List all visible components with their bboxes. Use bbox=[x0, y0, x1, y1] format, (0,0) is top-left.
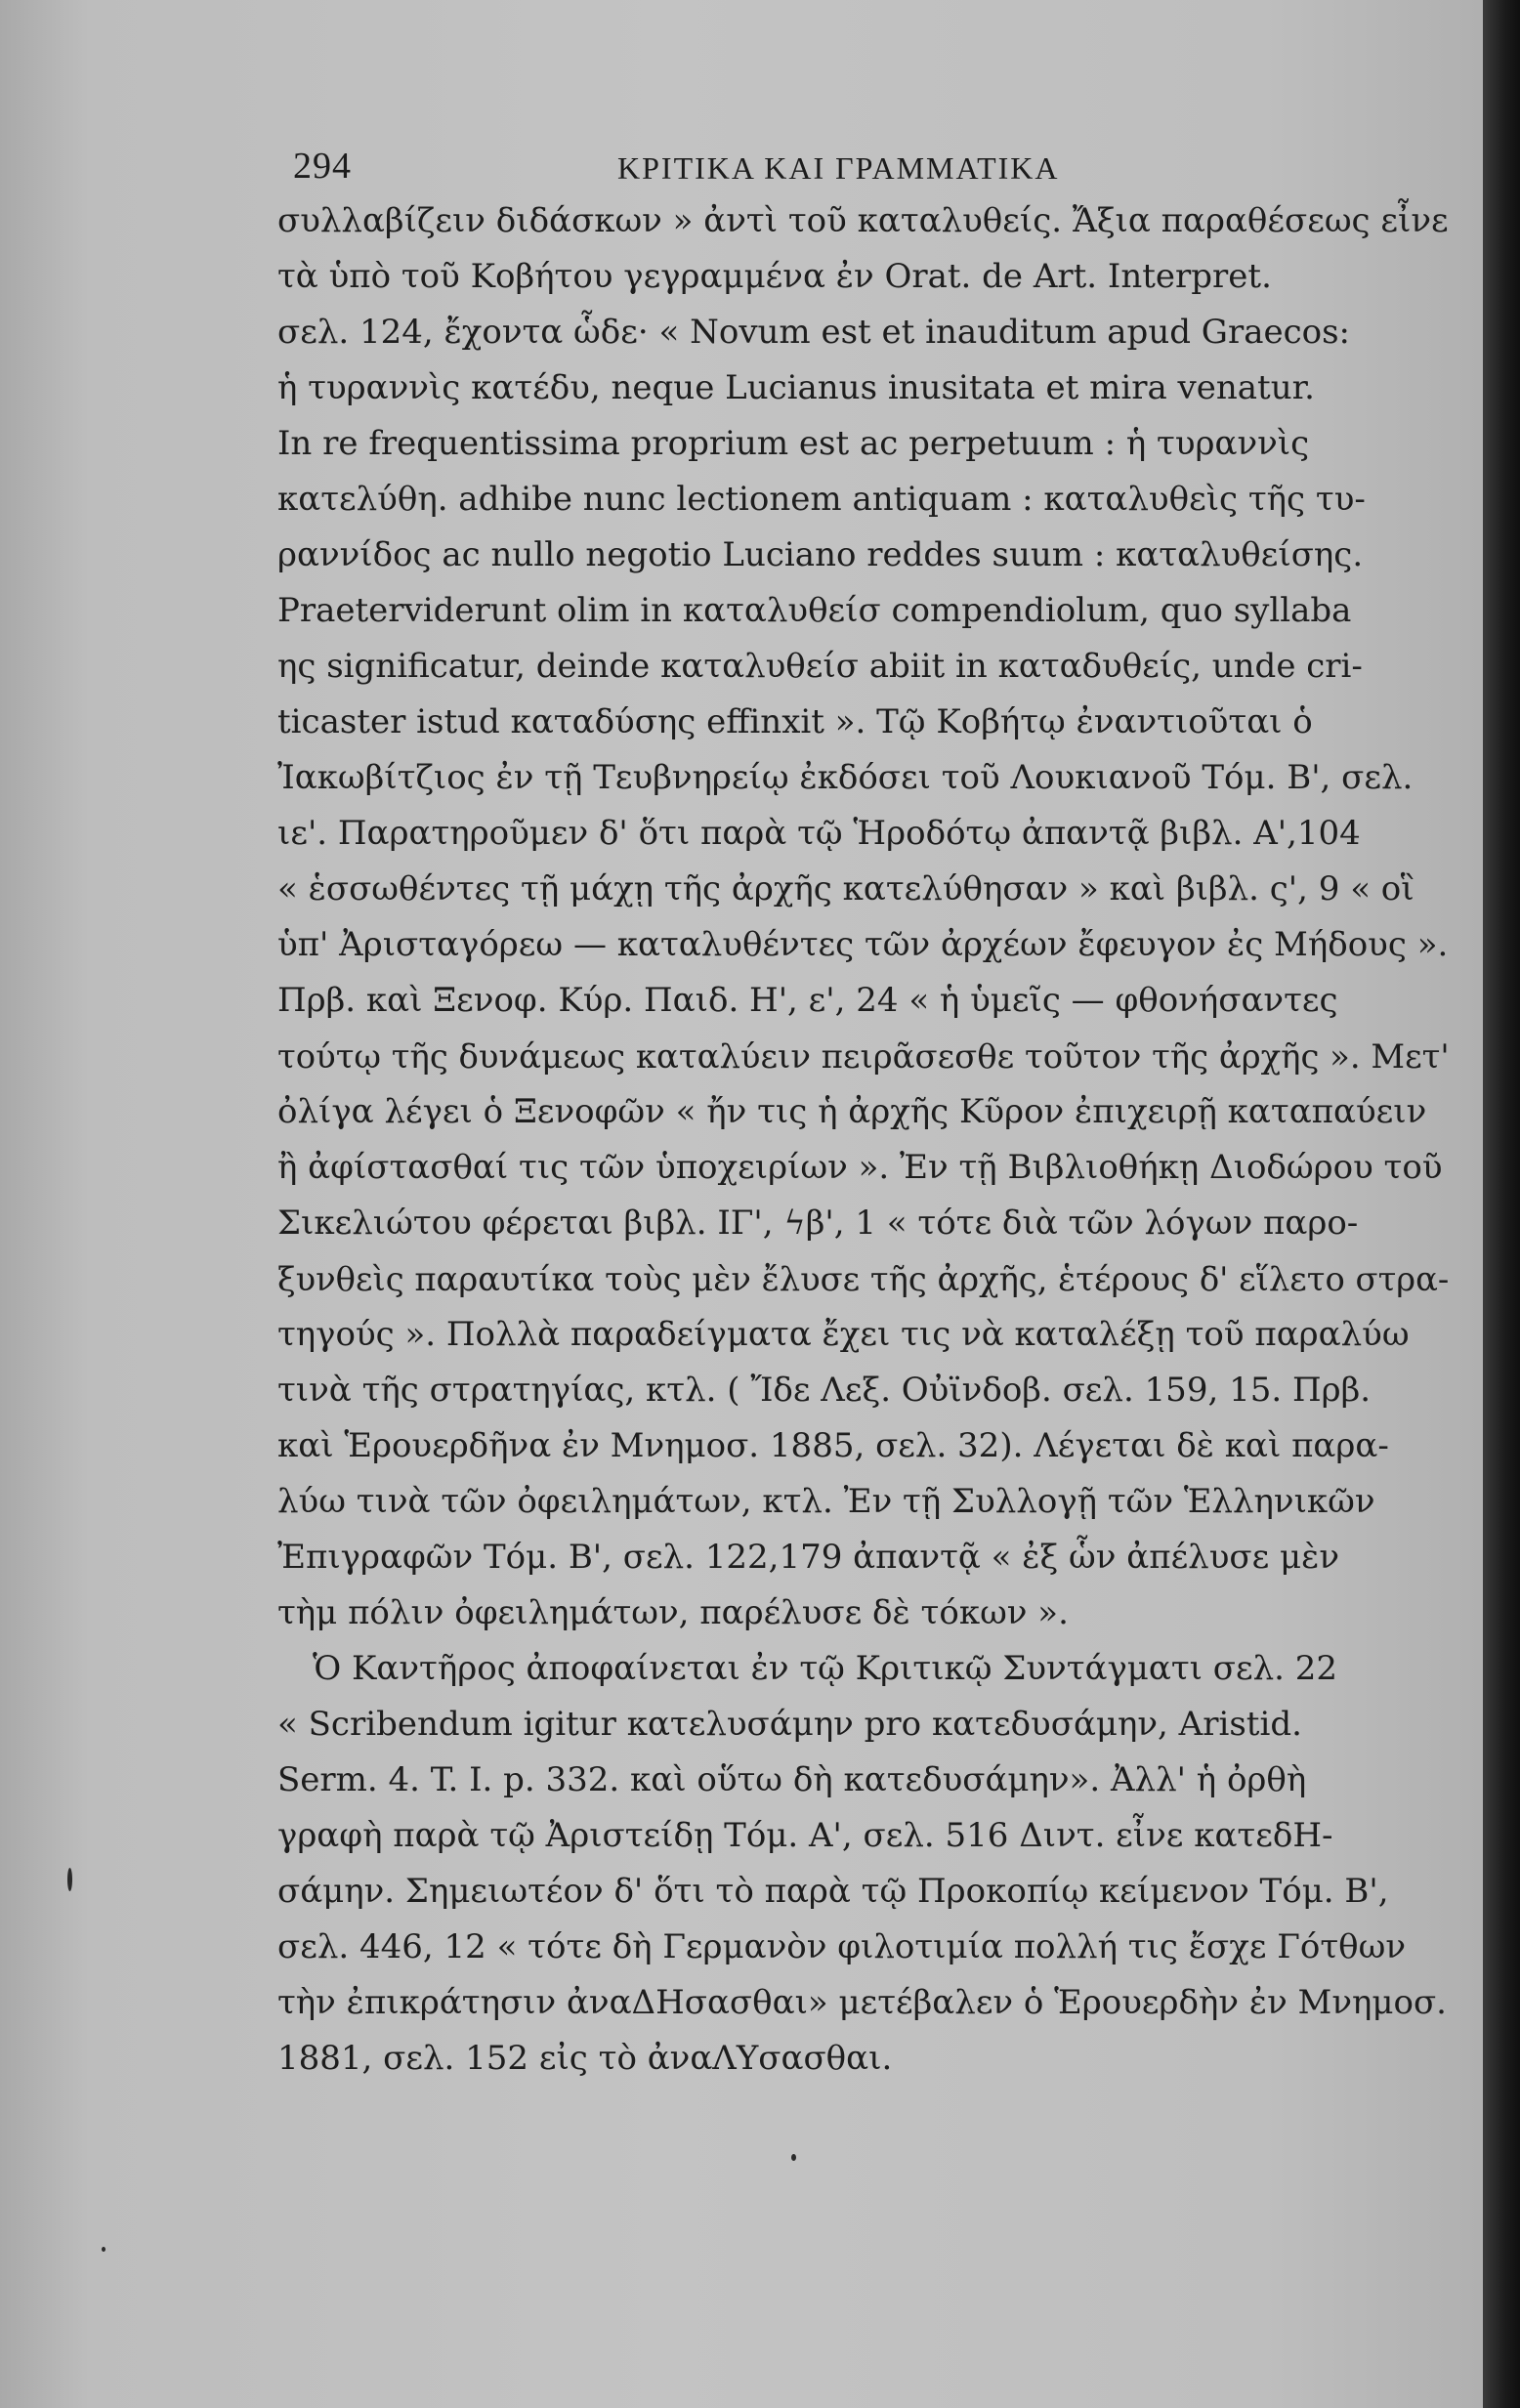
ink-speck bbox=[67, 1868, 72, 1891]
text-line: τούτῳ τῆς δυνάμεως καταλύειν πειρᾶσεσθε τοῦτον τῆς ἀρχῆς ». Μετ' bbox=[277, 1037, 1450, 1076]
text-line: τὰ ὑπὸ τοῦ Κοβήτου γεγραμμένα ἐν Orat. de Art. Interpret. bbox=[277, 257, 1272, 296]
body-text bbox=[277, 193, 1450, 2087]
text-line: σελ. 446, 12 « τότε δὴ Γερμανὸν φιλοτιμία πολλή τις ἔσχε Γότθων bbox=[277, 1927, 1406, 1966]
text-line: Πρβ. καὶ Ξενοφ. Κύρ. Παιδ. Η', ε', 24 « ἡ ὑμεῖς — φθονήσαντες bbox=[277, 981, 1338, 1020]
text-line: ιε'. Παρατηροῦμεν δ' ὅτι παρὰ τῷ Ἡροδότῳ ἀπαντᾷ βιβλ. Α',104 bbox=[277, 814, 1361, 853]
text-line: 1881, σελ. 152 εἰς τὸ ἀναΛΥσασθαι. bbox=[277, 2039, 893, 2078]
text-line: γραφὴ παρὰ τῷ Ἀριστείδῃ Τόμ. Α', σελ. 516 Διντ. εἶνε κατεδΗ- bbox=[277, 1816, 1333, 1855]
text-line: λύω τινὰ τῶν ὀφειλημάτων, κτλ. Ἐν τῇ Συλλογῇ τῶν Ἑλληνικῶν bbox=[277, 1482, 1375, 1521]
text-line: Serm. 4. T. I. p. 332. καὶ οὕτω δὴ κατεδυσάμην». Ἀλλ' ἡ ὀρθὴ bbox=[277, 1760, 1307, 1799]
ink-speck bbox=[102, 2247, 106, 2252]
text-line: συλλαβίζειν διδάσκων » ἀντὶ τοῦ καταλυθείς. Ἄξια παραθέσεως εἶνε bbox=[277, 201, 1449, 240]
text-line: σελ. 124, ἔχοντα ὧδε· « Novum est et inauditum apud Graecos: bbox=[277, 313, 1351, 352]
text-line: In re frequentissima proprium est ac perpetuum : ἡ τυραννὶς bbox=[277, 424, 1310, 463]
text-line: Praeterviderunt olim in καταλυθείσ compendiolum, quo syllaba bbox=[277, 591, 1352, 630]
text-line: Ἐπιγραφῶν Τόμ. Β', σελ. 122,179 ἀπαντᾷ « ἐξ ὧν ἀπέλυσε μὲν bbox=[277, 1538, 1340, 1577]
text-line: ticaster istud καταδύσης effinxit ». Τῷ Κοβήτῳ ἐναντιοῦται ὁ bbox=[277, 702, 1313, 741]
text-line: ἡ τυραννὶς κατέδυ, neque Lucianus inusitata et mira venatur. bbox=[277, 368, 1315, 407]
text-line: ραννίδος ac nullo negotio Luciano reddes suum : καταλυθείσης. bbox=[277, 535, 1364, 574]
text-line: ης significatur, deinde καταλυθείσ abiit in καταδυθείς, unde cri- bbox=[277, 647, 1363, 686]
text-line: ὀλίγα λέγει ὁ Ξενοφῶν « ἤν τις ἡ ἀρχῆς Κῦρον ἐπιχειρῇ καταπαύειν bbox=[277, 1092, 1427, 1131]
text-line: καὶ Ἑρουερδῆνα ἐν Μνημοσ. 1885, σελ. 32). Λέγεται δὲ καὶ παρα- bbox=[277, 1426, 1389, 1465]
text-line: « Scribendum igitur κατελυσάμην pro κατεδυσάμην, Aristid. bbox=[277, 1705, 1302, 1744]
text-line: τηγούς ». Πολλὰ παραδείγματα ἔχει τις νὰ καταλέξῃ τοῦ παραλύω bbox=[277, 1315, 1410, 1354]
text-line: ἢ ἀφίστασθαί τις τῶν ὑποχειρίων ». Ἐν τῇ Βιβλιοθήκῃ Διοδώρου τοῦ bbox=[277, 1148, 1443, 1187]
running-head: ΚΡΙΤΙΚΑ ΚΑΙ ΓΡΑΜΜΑΤΙΚΑ bbox=[617, 150, 1060, 186]
text-line: ὑπ' Ἀρισταγόρεω — καταλυθέντες τῶν ἀρχέων ἔφευγον ἐς Μήδους ». bbox=[277, 925, 1449, 964]
text-line: τὴμ πόλιν ὀφειλημάτων, παρέλυσε δὲ τόκων ». bbox=[277, 1593, 1069, 1632]
page-number: 294 bbox=[293, 146, 352, 187]
text-line: « ἑσσωθέντες τῇ μάχῃ τῆς ἀρχῆς κατελύθησαν » καὶ βιβλ. ς', 9 « οἳ bbox=[277, 869, 1414, 908]
text-line: Ἰακωβίτζιος ἐν τῇ Τευβνηρείῳ ἐκδόσει τοῦ Λουκιανοῦ Τόμ. Β', σελ. bbox=[277, 758, 1414, 797]
text-line: κατελύθη. adhibe nunc lectionem antiquam : καταλυθεὶς τῆς τυ- bbox=[277, 480, 1366, 519]
paragraph-start-line: Ὁ Καντῆρος ἀποφαίνεται ἐν τῷ Κριτικῷ Συντάγματι σελ. 22 bbox=[313, 1649, 1338, 1688]
text-line: σάμην. Σημειωτέον δ' ὅτι τὸ παρὰ τῷ Προκοπίῳ κείμενον Τόμ. Β', bbox=[277, 1872, 1389, 1911]
text-line: τὴν ἐπικράτησιν ἀναΔΗσασθαι» μετέβαλεν ὁ Ἑρουερδὴν ἐν Μνημοσ. bbox=[277, 1983, 1447, 2022]
text-line: τινὰ τῆς στρατηγίας, κτλ. ( Ἴδε Λεξ. Οὐϊνδοβ. σελ. 159, 15. Πρβ. bbox=[277, 1371, 1372, 1410]
page-header bbox=[293, 145, 1465, 193]
ink-speck bbox=[791, 2154, 796, 2161]
binding-edge bbox=[1483, 0, 1520, 2408]
text-line: Σικελιώτου φέρεται βιβλ. ΙΓ', ϟβ', 1 « τότε διὰ τῶν λόγων παρο- bbox=[277, 1204, 1359, 1243]
text-line: ξυνθεὶς παραυτίκα τοὺς μὲν ἔλυσε τῆς ἀρχῆς, ἑτέρους δ' εἵλετο στρα- bbox=[277, 1260, 1450, 1298]
